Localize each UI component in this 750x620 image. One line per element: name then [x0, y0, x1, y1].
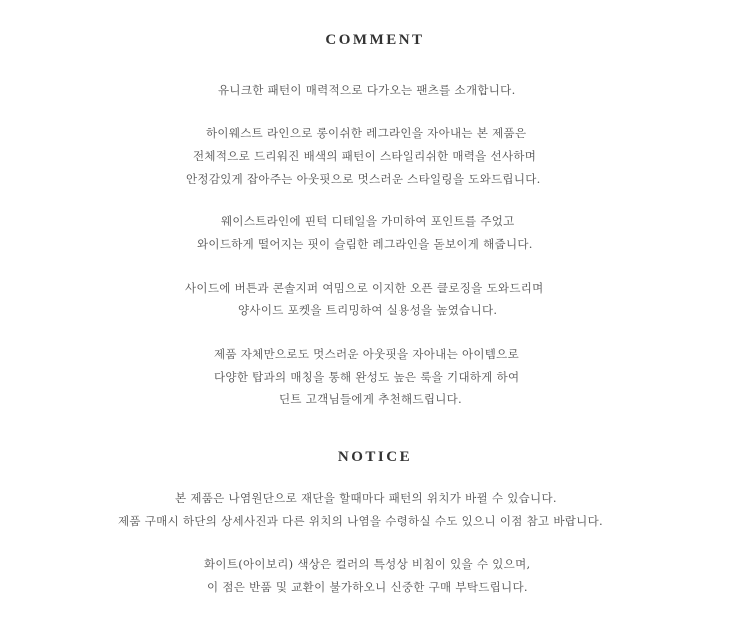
comment-line: 제품 자체만으로도 멋스러운 아웃핏을 자아내는 아이템으로 [214, 347, 519, 361]
comment-line: 사이드에 버튼과 콘솔지퍼 여밈으로 이지한 오픈 클로징을 도와드리며 [185, 281, 544, 295]
comment-line: 딘트 고객님들에게 추천해드립니다. [279, 392, 462, 406]
comment-line: 안정감있게 잡아주는 아웃핏으로 멋스러운 스타일링을 도와드립니다. [186, 172, 541, 186]
comment-line: 다양한 탑과의 매칭을 통해 완성도 높은 룩을 기대하게 하여 [214, 370, 520, 384]
notice-line: 제품 구매시 하단의 상세사진과 다른 위치의 나염을 수령하실 수도 있으니 이점 참고 바랍니다. [118, 514, 603, 528]
comment-line: 웨이스트라인에 핀턱 디테일을 가미하여 포인트를 주었고 [221, 214, 515, 228]
notice-title: NOTICE [337, 449, 413, 465]
notice-line: 화이트(아이보리) 색상은 컬러의 특성상 비침이 있을 수 있으며, [204, 557, 531, 571]
notice-line: 본 제품은 나염원단으로 재단을 할때마다 패턴의 위치가 바뀔 수 있습니다. [175, 491, 557, 505]
comment-line: 유니크한 패턴이 매력적으로 다가오는 팬츠를 소개합니다. [218, 83, 516, 97]
comment-line: 전체적으로 드리워진 배색의 패턴이 스타일리쉬한 매력을 선사하며 [193, 149, 537, 163]
comment-line: 와이드하게 떨어지는 핏이 슬림한 레그라인을 돋보이게 해줍니다. [197, 237, 533, 251]
comment-line: 양사이드 포켓을 트리밍하여 실용성을 높였습니다. [238, 303, 498, 317]
comment-title: COMMENT [325, 32, 425, 48]
comment-line: 하이웨스트 라인으로 롱이쉬한 레그라인을 자아내는 본 제품은 [206, 126, 527, 140]
notice-line: 이 점은 반품 및 교환이 불가하오니 신중한 구매 부탁드립니다. [207, 580, 528, 594]
